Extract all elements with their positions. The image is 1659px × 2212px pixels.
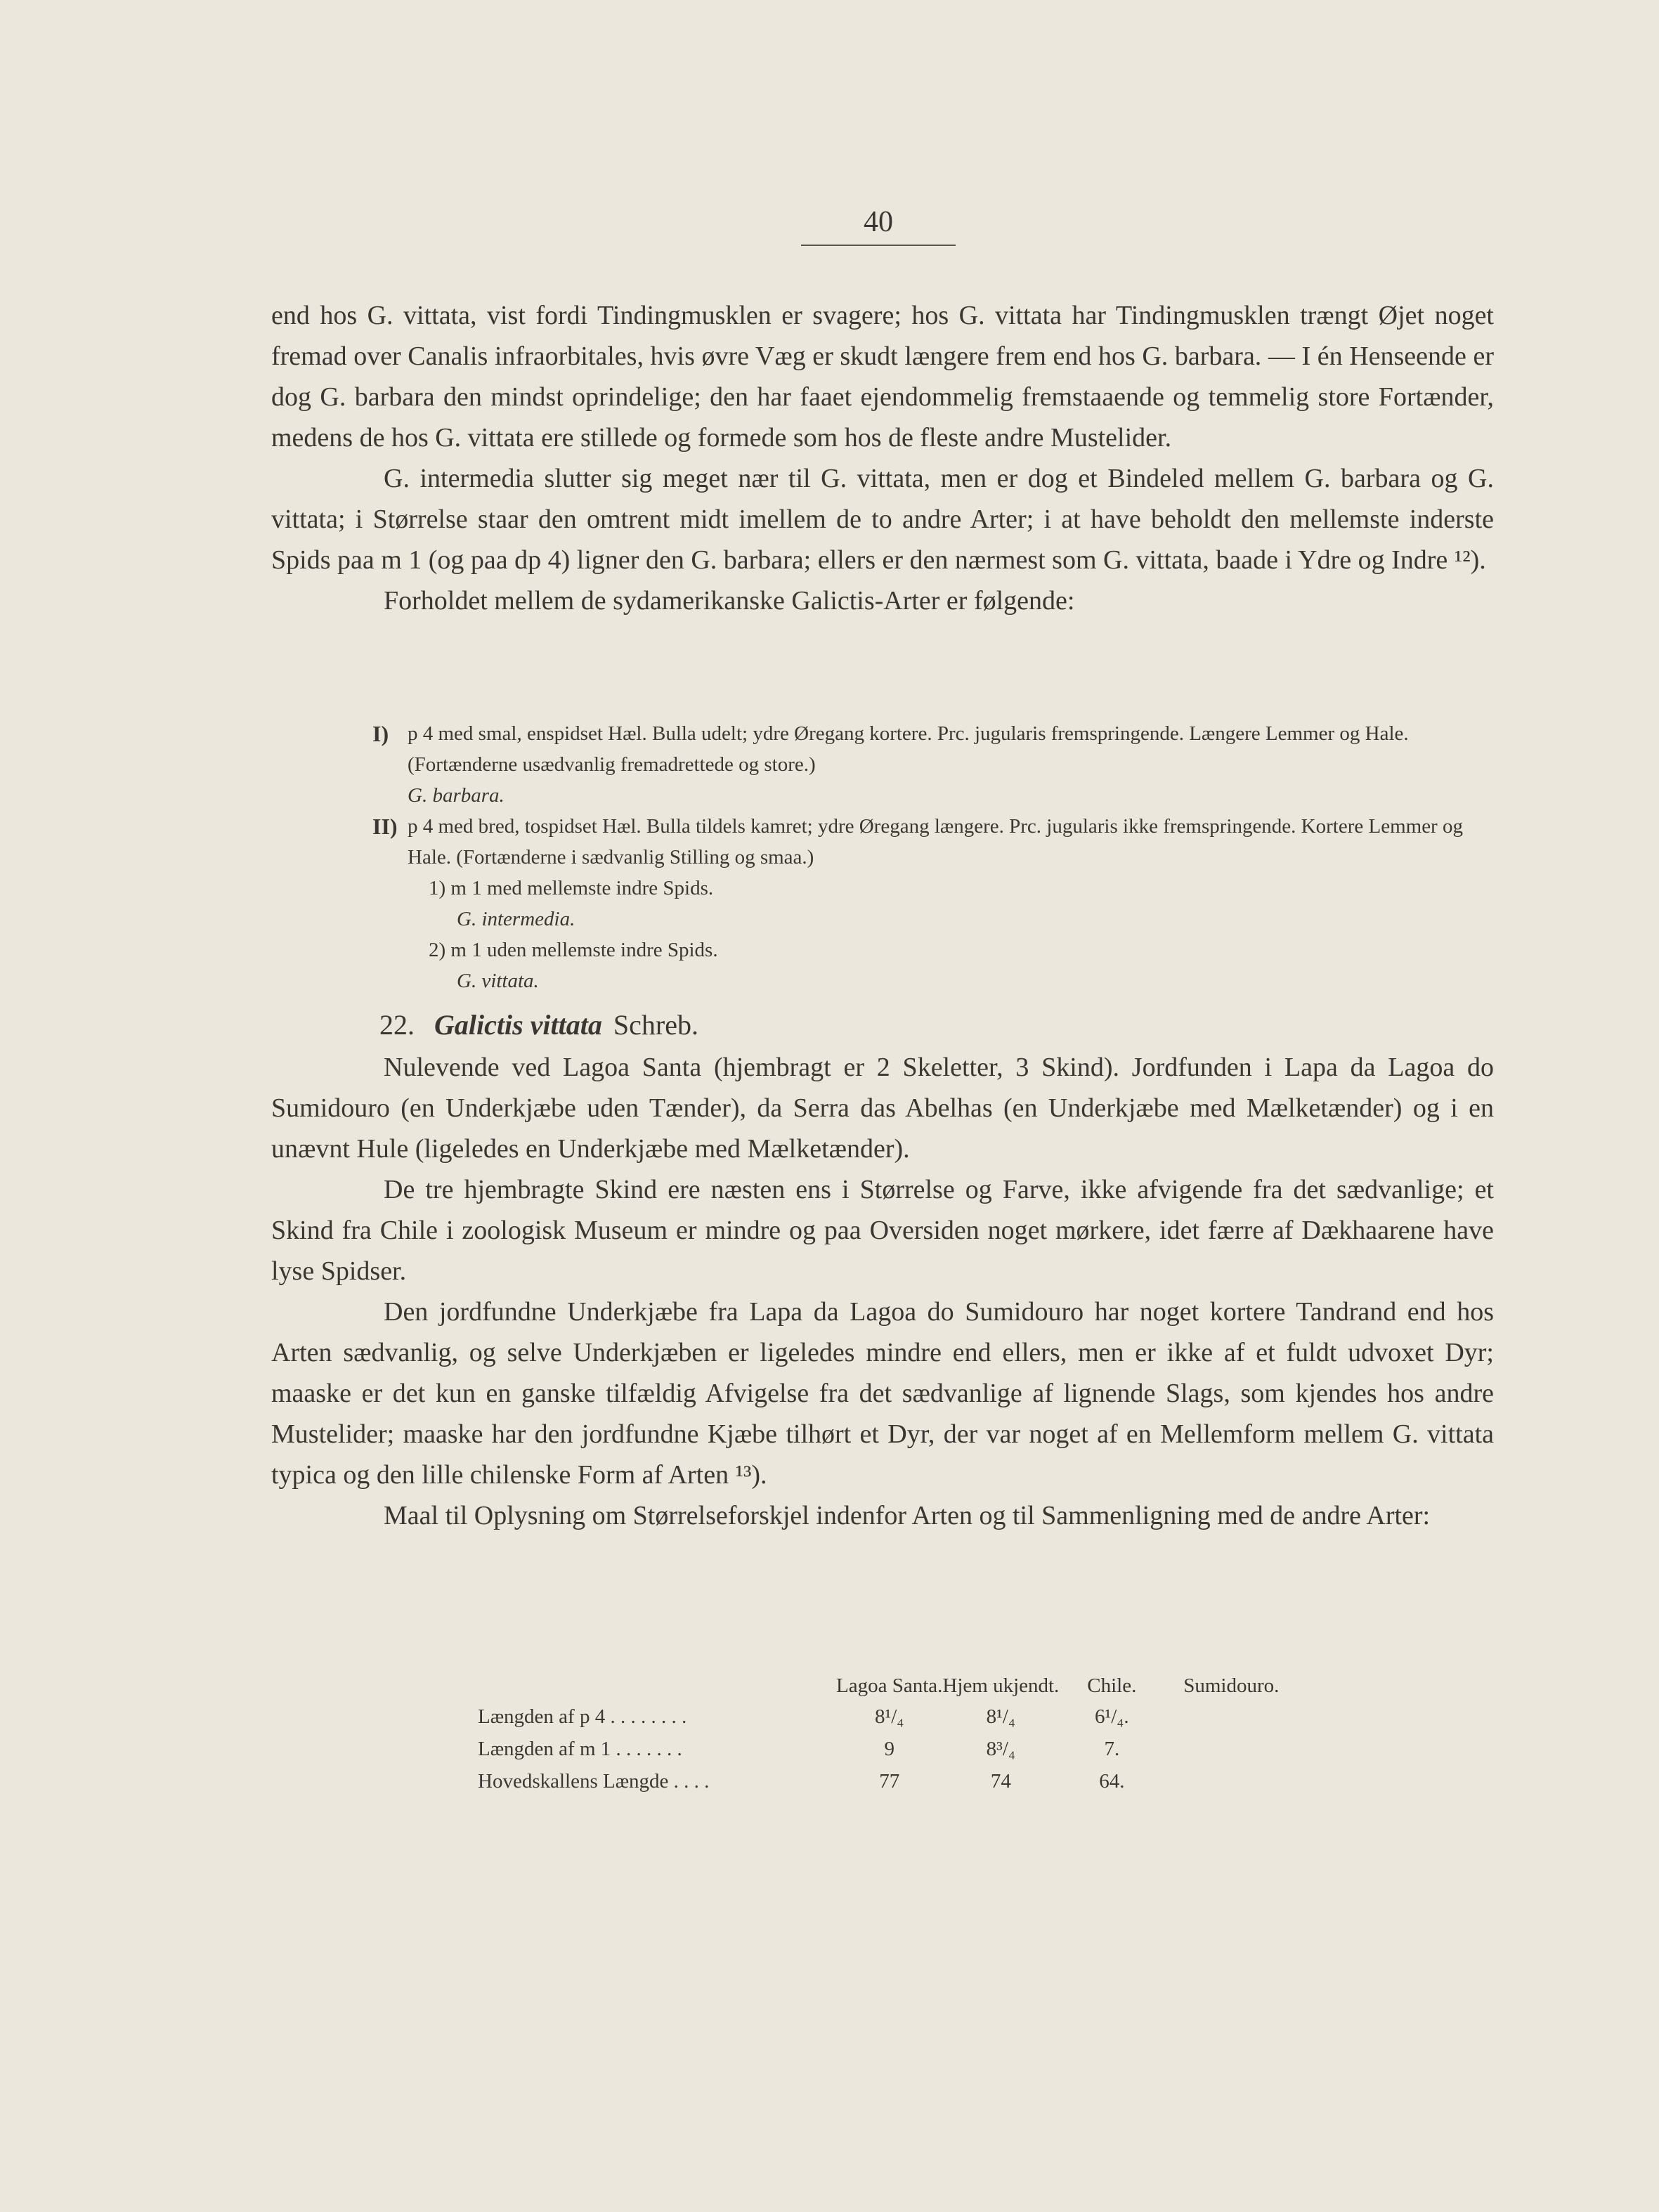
body-text-top bbox=[271, 295, 1494, 621]
table-col-chile: Chile. bbox=[1087, 1674, 1137, 1697]
table-cell: 8¹/₄ bbox=[986, 1705, 1016, 1728]
table-cell: 74 bbox=[990, 1770, 1011, 1793]
table-col-lagoa-santa: Lagoa Santa. bbox=[836, 1674, 943, 1697]
table-cell bbox=[1164, 1765, 1298, 1797]
species-key bbox=[372, 718, 1497, 996]
key-number-ii: II) bbox=[372, 814, 398, 839]
page-number: 40 bbox=[801, 205, 956, 246]
measurement-table bbox=[478, 1671, 1298, 1797]
key-number-i: I) bbox=[372, 721, 389, 746]
key-text-ii: p 4 med bred, tospidset Hæl. Bulla tildels kamret; ydre Øregang længere. Prc. jugularis ikke fremspringende. Kortere Lemmer og Hale. (Fortænderne i sædvanlig Stilling og smaa.) bbox=[408, 815, 1463, 868]
paragraph-3: Forholdet mellem de sydamerikanske Galictis-Arter er følgende: bbox=[384, 586, 1075, 616]
section-number: 22. bbox=[379, 1009, 415, 1041]
key-result-1: G. intermedia. bbox=[457, 908, 575, 930]
table-row-label: Længden af m 1 . . . . . . . bbox=[478, 1738, 682, 1760]
table-row-label: Hovedskallens Længde . . . . bbox=[478, 1770, 710, 1793]
paragraph-7: Maal til Oplysning om Størrelseforskjel indenfor Arten og til Sammenligning med de andre Arter: bbox=[384, 1501, 1431, 1530]
key-subitem-1: 1) m 1 med mellemste indre Spids. bbox=[429, 877, 714, 899]
table-row-label: Længden af p 4 . . . . . . . . bbox=[478, 1705, 687, 1728]
table-row bbox=[478, 1700, 1298, 1733]
table-header-row bbox=[478, 1671, 1298, 1700]
table-row bbox=[478, 1733, 1298, 1765]
table-cell: 64. bbox=[1099, 1770, 1125, 1793]
key-result-2: G. vittata. bbox=[457, 970, 539, 992]
table-corner bbox=[478, 1671, 836, 1700]
table-cell: 6¹/₄. bbox=[1095, 1705, 1129, 1728]
paragraph-5: De tre hjembragte Skind ere næsten ens i Størrelse og Farve, ikke afvigende fra det sædvanlige; et Skind fra Chile i zoologisk Museum er mindre og paa Oversiden noget mørkere, idet færre af Dækhaarene have lyse Spidser. bbox=[271, 1175, 1494, 1286]
key-item-i bbox=[372, 718, 1497, 780]
table-cell: 8³/₄ bbox=[986, 1738, 1016, 1760]
section-heading bbox=[379, 1005, 698, 1046]
table-cell bbox=[1164, 1700, 1298, 1733]
table-col-hjem-ukjendt: Hjem ukjendt. bbox=[942, 1674, 1060, 1697]
table-cell: 8¹/₄ bbox=[875, 1705, 904, 1728]
body-text-bottom bbox=[271, 1047, 1494, 1536]
key-result-i: G. barbara. bbox=[408, 784, 505, 807]
paragraph-6: Den jordfundne Underkjæbe fra Lapa da Lagoa do Sumidouro har noget kortere Tandrand end hos Arten sædvanlig, og selve Underkjæben er ligeledes mindre end ellers, men er ikke af et fuldt udvoxet Dyr; maaske er det kun en ganske tilfældig Afvigelse fra det sædvanlige af lignende Slags, som kjendes hos andre Mustelider; maaske har den jordfundne Kjæbe tilhørt et Dyr, der var noget af en Mellemform mellem G. vittata typica og den lille chilenske Form af Arten ¹³). bbox=[271, 1297, 1494, 1490]
paragraph-4: Nulevende ved Lagoa Santa (hjembragt er 2 Skeletter, 3 Skind). Jordfunden i Lapa da Lagoa do Sumidouro (en Underkjæbe uden Tænder), da Serra das Abelhas (en Underkjæbe med Mælketænder) og i en unævnt Hule (ligeledes en Underkjæbe med Mælketænder). bbox=[271, 1053, 1494, 1164]
section-genus: Galictis vittata bbox=[434, 1009, 602, 1041]
table-cell: 7. bbox=[1104, 1738, 1120, 1760]
table-cell bbox=[1164, 1733, 1298, 1765]
key-item-ii bbox=[372, 811, 1497, 873]
table-col-sumidouro: Sumidouro. bbox=[1183, 1674, 1280, 1697]
table-row bbox=[478, 1765, 1298, 1797]
key-text-i: p 4 med smal, enspidset Hæl. Bulla udelt; ydre Øregang kortere. Prc. jugularis fremspringende. Længere Lemmer og Hale. (Fortænderne usædvanlig fremadrettede og store.) bbox=[408, 722, 1409, 776]
table-cell: 9 bbox=[884, 1738, 894, 1760]
section-author: Schreb. bbox=[613, 1009, 698, 1041]
paragraph-1: end hos G. vittata, vist fordi Tindingmusklen er svagere; hos G. vittata har Tindingmusklen trængt Øjet noget fremad over Canalis infraorbitales, hvis øvre Væg er skudt længere frem end hos G. barbara. — I én Henseende er dog G. barbara den mindst oprindelige; den har faaet ejendommelig fremstaaende og temmelig store Fortænder, medens de hos G. vittata ere stillede og formede som hos de fleste andre Mustelider. bbox=[271, 301, 1494, 453]
paragraph-2: G. intermedia slutter sig meget nær til G. vittata, men er dog et Bindeled mellem G. barbara og G. vittata; i Størrelse staar den omtrent midt imellem de to andre Arter; i at have beholdt den mellemste inderste Spids paa m 1 (og paa dp 4) ligner den G. barbara; ellers er den nærmest som G. vittata, baade i Ydre og Indre ¹²). bbox=[271, 464, 1494, 575]
table-cell: 77 bbox=[879, 1770, 900, 1793]
key-subitem-2: 2) m 1 uden mellemste indre Spids. bbox=[429, 939, 718, 961]
